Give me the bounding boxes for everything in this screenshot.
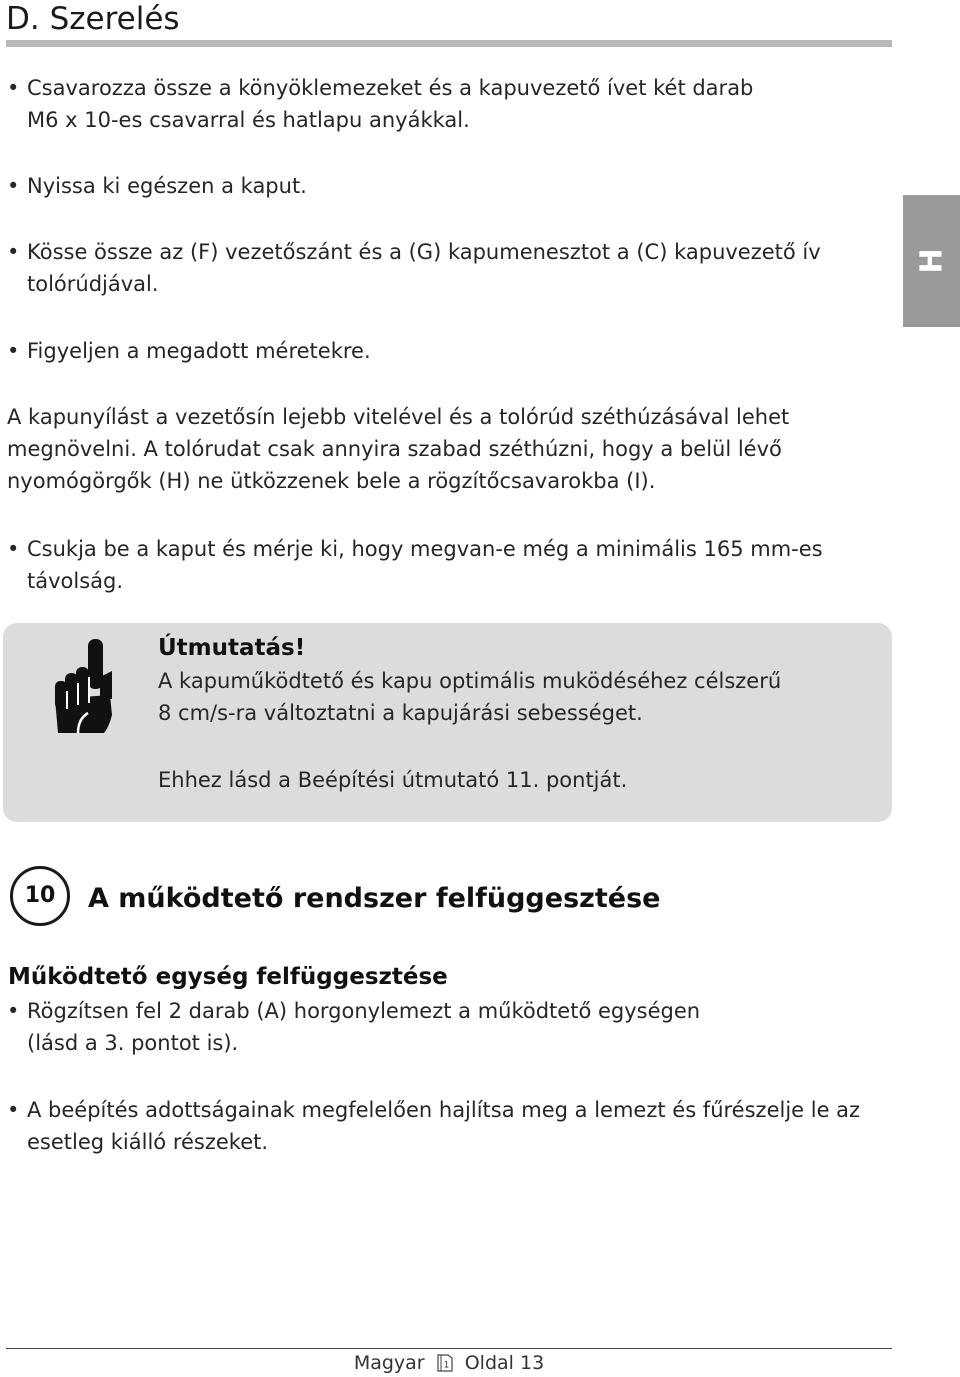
bullet-dot: • <box>7 174 20 198</box>
bullet-line: Csukja be a kaput és mérje ki, hogy megvan-e még a minimális 165 mm-es <box>27 537 823 561</box>
language-side-tab <box>903 195 960 327</box>
paragraph-line: A kapunyílást a vezetősín lejebb vitelével és a tolórúd széthúzásával lehet <box>7 405 790 429</box>
bullet-dot: • <box>7 537 20 561</box>
paragraph-line: nyomógörgők (H) ne ütközzenek bele a rögzítőcsavarokba (I). <box>7 469 656 493</box>
bullet-item <box>7 236 821 300</box>
title-rule <box>6 40 892 47</box>
bullet-line: Csavarozza össze a könyöklemezeket és a kapuvezető ívet két darab <box>27 76 754 100</box>
bullet-item <box>7 72 754 136</box>
bullet-line: M6 x 10-es csavarral és hatlapu anyákkal. <box>27 108 470 132</box>
bullet-line: távolság. <box>27 569 124 593</box>
step-title: A működtető rendszer felfüggesztése <box>88 883 661 914</box>
book-page-icon <box>437 1354 453 1372</box>
side-tab-label: H <box>914 248 949 274</box>
book-page-digit: 1 <box>443 1360 450 1371</box>
note-line: A kapuműködtető és kapu optimális muködéséhez célszerű <box>158 669 782 693</box>
note-line: 8 cm/s-ra változtatni a kapujárási sebességet. <box>158 701 643 725</box>
bullet-dot: • <box>7 240 20 264</box>
bullet-line: Rögzítsen fel 2 darab (A) horgonylemezt a működtető egységen <box>27 999 701 1023</box>
footer-rule <box>6 1348 892 1349</box>
bullet-line: Nyissa ki egészen a kaput. <box>27 174 307 198</box>
footer-page-number: Oldal 13 <box>464 1352 545 1374</box>
bullet-item <box>7 1094 861 1158</box>
bullet-item <box>7 170 307 202</box>
bullet-line: esetleg kiálló részeket. <box>27 1130 269 1154</box>
footer-language: Magyar <box>353 1352 425 1374</box>
bullet-line: (lásd a 3. pontot is). <box>27 1031 239 1055</box>
bullet-line: A beépítés adottságainak megfelelően hajlítsa meg a lemezt és fűrészelje le az <box>27 1098 861 1122</box>
step-number-badge: 10 <box>10 866 70 926</box>
bullet-line: Figyeljen a megadott méretekre. <box>27 339 371 363</box>
paragraph-line: megnövelni. A tolórudat csak annyira szabad széthúzni, hogy a belül lévő <box>7 437 782 461</box>
bullet-line: tolórúdjával. <box>27 272 159 296</box>
bullet-dot: • <box>7 1098 20 1122</box>
note-reference: Ehhez lásd a Beépítési útmutató 11. pontját. <box>158 768 628 792</box>
page-footer <box>0 1350 898 1376</box>
pointing-hand-icon <box>54 637 114 737</box>
bullet-dot: • <box>7 339 20 363</box>
note-title: Útmutatás! <box>158 635 306 661</box>
bullet-dot: • <box>7 76 20 100</box>
section-title: D. Szerelés <box>6 1 180 37</box>
bullet-item <box>7 533 823 597</box>
bullet-item <box>7 335 371 367</box>
note-text <box>158 665 781 729</box>
body-paragraph <box>7 401 789 497</box>
bullet-line: Kösse össze az (F) vezetőszánt és a (G) kapumenesztot a (C) kapuvezető ív <box>27 240 821 264</box>
bullet-dot: • <box>7 999 20 1023</box>
sub-heading: Működtető egység felfüggesztése <box>8 964 448 990</box>
bullet-item <box>7 995 701 1059</box>
